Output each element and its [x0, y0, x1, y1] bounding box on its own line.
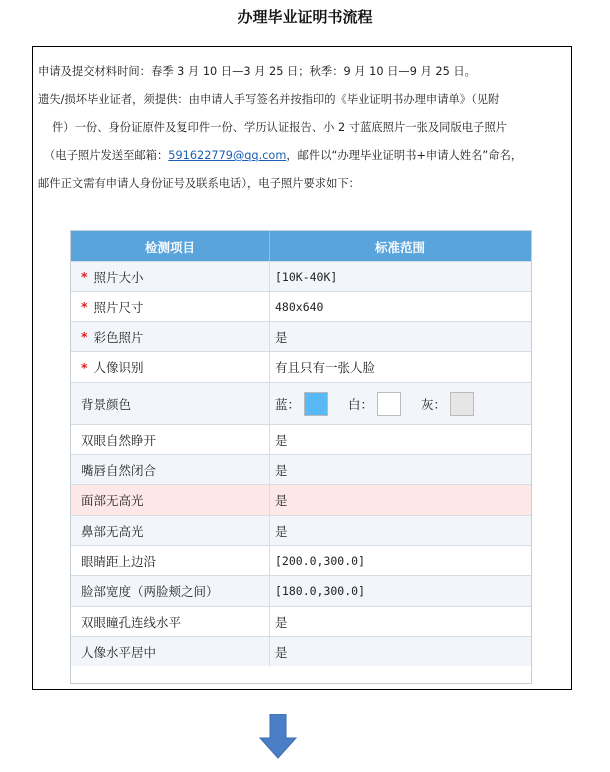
row-value-text: 是	[275, 329, 288, 345]
required-mark: *	[81, 359, 88, 375]
required-mark: *	[81, 329, 88, 344]
requirements-line-2: 件）一份、身份证原件及复印件一份、学历认证报告、小 2 寸蓝底照片一张及同版电子照片	[52, 121, 507, 134]
row-item	[81, 485, 144, 515]
header-check-item: 检测项目	[144, 240, 195, 255]
table-row	[71, 291, 531, 321]
row-value-text: 是	[275, 523, 288, 539]
requirements-line-3-after: ，邮件以“办理毕业证明书+申请人姓名”命名，	[286, 149, 523, 162]
row-value	[275, 352, 375, 382]
row-item	[81, 455, 156, 484]
requirements-line-3	[38, 142, 568, 170]
requirements-line-1: 遗失/损坏毕业证者，须提供：由申请人手写签名并按指印的《毕业证明书办理申请单》（见附	[38, 93, 500, 106]
row-value	[275, 576, 365, 606]
row-item-label: 眼睛距上边沿	[81, 553, 157, 569]
header-standard-range: 标准范围	[374, 240, 425, 255]
required-mark: *	[81, 299, 88, 314]
photo-requirements-table	[70, 230, 532, 684]
row-item	[81, 546, 156, 575]
bg-color-swatch	[304, 392, 328, 416]
row-item-label: 人像识别	[93, 360, 144, 375]
requirements-paragraph	[38, 86, 568, 198]
row-value	[275, 425, 288, 454]
row-item-label: 照片尺寸	[93, 299, 144, 315]
row-value-text: 是	[275, 644, 288, 660]
row-value	[275, 637, 288, 666]
row-value	[275, 322, 288, 351]
bg-color-swatch	[450, 392, 474, 416]
row-item-label: 人像水平居中	[81, 644, 157, 660]
row-value-text: 480x640	[275, 299, 324, 314]
row-item-label: 鼻部无高光	[81, 523, 144, 539]
table-row	[71, 261, 531, 291]
row-value-text: 是	[275, 493, 288, 508]
row-item	[81, 383, 131, 424]
row-value-text: [180.0,300.0]	[275, 584, 366, 598]
table-header	[71, 231, 531, 261]
table-row	[71, 545, 531, 575]
row-value	[275, 262, 337, 291]
table-row	[71, 606, 531, 636]
row-item	[81, 352, 144, 382]
submission-period-text: 申请及提交材料时间：春季 3 月 10 日—3 月 25 日；秋季：9 月 10 日—9 月 25 日。	[38, 65, 476, 78]
table-row	[71, 321, 531, 351]
row-value	[275, 455, 288, 484]
row-item	[81, 576, 219, 606]
requirements-line-4: 邮件正文需有申请人身份证号及联系电话），电子照片要求如下：	[38, 177, 360, 190]
row-value-text: 是	[275, 614, 288, 630]
row-item-label: 面部无高光	[81, 493, 144, 508]
row-value	[275, 292, 323, 321]
bg-color-swatch	[377, 392, 401, 416]
row-value	[275, 383, 494, 424]
row-value	[275, 485, 288, 515]
email-link[interactable]: 591622779@qq.com	[168, 149, 287, 162]
bg-color-label: 蓝：	[275, 396, 301, 412]
table-row	[71, 515, 531, 545]
table-row	[71, 636, 531, 666]
row-value-text: 是	[275, 432, 288, 448]
row-value	[275, 607, 288, 636]
row-item-label: 背景颜色	[81, 396, 132, 412]
row-item-label: 嘴唇自然闭合	[81, 462, 157, 478]
bg-color-label: 白：	[348, 396, 374, 412]
required-mark: *	[81, 269, 88, 284]
row-value-text: [200.0,300.0]	[275, 553, 366, 568]
table-row	[71, 424, 531, 454]
down-arrow-icon	[258, 714, 298, 760]
row-item-label: 照片大小	[93, 269, 144, 285]
row-value-text: 是	[275, 462, 288, 478]
requirements-line-3-before: （电子照片发送至邮箱：	[44, 149, 169, 162]
row-item	[81, 637, 156, 666]
row-value-text: 有且只有一张人脸	[275, 360, 376, 375]
table-row	[71, 382, 531, 424]
row-item	[81, 516, 144, 545]
bg-color-label: 灰：	[421, 396, 447, 412]
row-value	[275, 546, 365, 575]
table-row	[71, 484, 531, 515]
row-item-label: 彩色照片	[93, 329, 144, 345]
row-item-label: 双眼自然睁开	[81, 432, 157, 448]
table-row	[71, 351, 531, 382]
row-item	[81, 292, 144, 321]
table-row	[71, 454, 531, 484]
row-item	[81, 262, 144, 291]
row-item	[81, 607, 181, 636]
row-item	[81, 425, 156, 454]
page-title: 办理毕业证明书流程	[237, 8, 373, 26]
table-row	[71, 575, 531, 606]
row-value	[275, 516, 288, 545]
row-value-text: [10K-40K]	[275, 269, 338, 284]
row-item	[81, 322, 144, 351]
row-item-label: 双眼瞳孔连线水平	[81, 614, 182, 630]
row-item-label: 脸部宽度（两脸颊之间）	[81, 584, 219, 599]
